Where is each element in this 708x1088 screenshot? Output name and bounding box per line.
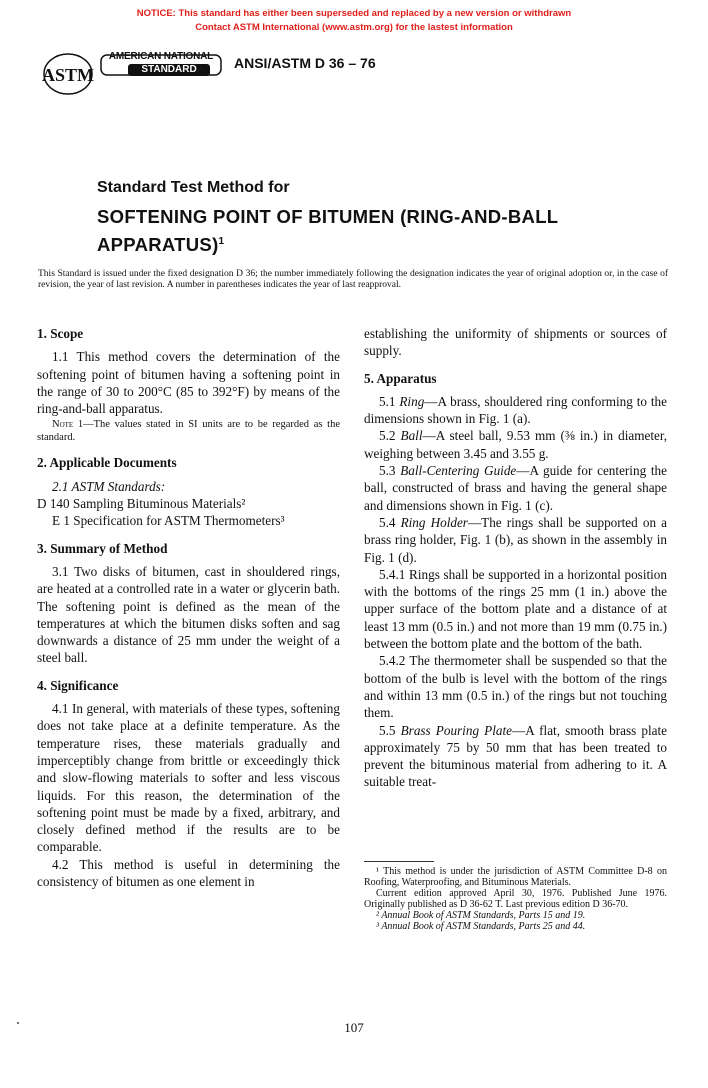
reference-d140: D 140 Sampling Bituminous Materials² [37, 496, 246, 512]
paragraph-number: 5.5 [379, 722, 396, 738]
reference-e1: E 1 Specification for ASTM Thermometers³ [52, 513, 285, 529]
note-text: —The values stated in SI units are to be regarded as the standard. [37, 419, 340, 443]
paragraph-5-2 [364, 427, 667, 462]
term-ring: Ring [399, 393, 425, 409]
title-footnote-mark: 1 [218, 236, 225, 247]
paragraph-number: 5.4 [379, 514, 396, 530]
scan-mark [17, 1022, 19, 1024]
paragraph-4-1: 4.1 In general, with materials of these types, softening does not take place at a definite temperature. As the temperature rises, these materials gradually and imperceptibly change from brittle or exceedingly thick and slow-flowing materials to softer and less viscous liquids. For this reason, the determination of the softening point must be made by a fixed, arbitrary, and closely defined method if the results are to be comparable. [37, 701, 340, 855]
page-number: 107 [344, 1020, 364, 1035]
note-label: Note 1 [52, 419, 84, 431]
paragraph-5-4-1: 5.4.1 Rings shall be supported in a horizontal position with the bottoms of the rings 25 mm (1 in.) above the upper surface of the bottom plate and a distance of at least 13 mm (0.5 in.) and not more than 19 mm (0.75 in.) between the bottom plate and the bottom of the bath. [364, 566, 667, 652]
ansi-badge-line-2: STANDARD [128, 64, 210, 76]
term-ring-holder: Ring Holder [400, 514, 468, 530]
notice-line-2: Contact ASTM International (www.astm.org) for the lastest information [195, 22, 513, 33]
paragraph-number: 5.1 [379, 393, 396, 409]
footnote-1: ¹ This method is under the jurisdiction of ASTM Committee D-8 on Roofing, Waterproofing, and Bituminous Materials. [364, 866, 667, 888]
logo-text: ASTM [42, 65, 94, 85]
document-title [97, 204, 657, 257]
footnotes [364, 866, 667, 932]
term-brass-pouring-plate: Brass Pouring Plate [400, 722, 513, 738]
section-heading-applicable-documents: 2. Applicable Documents [37, 455, 177, 471]
paragraph-3-1: 3.1 Two disks of bitumen, cast in shouldered rings, are heated at a controlled rate in a water or glycerin bath. The softening point is defined as the mean of the temperatures at which the bitumen disks soften and sag downwards a distance of 25 mm under the weight of a steel ball. [37, 563, 340, 666]
title-line-2: APPARATUS) [97, 234, 219, 256]
paragraph-text: —A flat, smooth brass plate approximately 75 by 50 mm that has been treated to prevent the bituminous material from adhering to it. A suitable treat- [364, 722, 667, 790]
paragraph-4-2: 4.2 This method is useful in determining the consistency of bitumen as one element in [37, 856, 340, 890]
notice-banner [0, 7, 708, 35]
footnote-2: ² Annual Book of ASTM Standards, Parts 15 and 19. [376, 910, 586, 921]
paragraph-text: —A brass, shouldered ring conforming to the dimensions shown in Fig. 1 (a). [364, 393, 667, 427]
term-ball-centering-guide: Ball-Centering Guide [400, 463, 517, 479]
paragraph-number: 5.3 [379, 463, 396, 479]
paragraph-5-4-2: 5.4.2 The thermometer shall be suspended so that the bottom of the bulb is level with the bottom of the rings and within 13 mm (0.5 in.) of the rings but not touching them. [364, 653, 667, 721]
paragraph-1-1: 1.1 This method covers the determination of the softening point of bitumen having a softening point in the range of 30 to 200°C (85 to 392°F) by means of the ring-and-ball apparatus. [37, 349, 340, 417]
paragraph-2-1: 2.1 ASTM Standards: [52, 478, 166, 494]
section-heading-scope: 1. Scope [37, 326, 84, 341]
paragraph-number: 5.2 [379, 428, 396, 444]
footnote-divider [364, 861, 434, 862]
right-column [364, 325, 667, 791]
standard-note: This Standard is issued under the fixed designation D 36; the number immediately following the designation indicates the year of original adoption or, in the case of revision, the year of last revision. A number in parentheses indicates the year of last reapproval. [38, 269, 668, 290]
paragraph-5-3 [364, 462, 667, 514]
section-heading-significance: 4. Significance [37, 677, 119, 693]
title-line-1: SOFTENING POINT OF BITUMEN (RING-AND-BALL [97, 206, 559, 227]
paragraph-text: —A steel ball, 9.53 mm (⅜ in.) in diameter, weighing between 3.45 and 3.55 g. [364, 428, 668, 461]
astm-logo-icon [42, 52, 94, 96]
notice-line-1: NOTICE: This standard has either been superseded and replaced by a new version or withdrawn [136, 8, 572, 19]
section-heading-summary: 3. Summary of Method [37, 540, 168, 556]
footnote-3: ³ Annual Book of ASTM Standards, Parts 25 and 44. [376, 921, 586, 932]
footnote-1-edition: Current edition approved April 30, 1976. Published June 1976. Originally published as D 36-62 T. Last previous edition D 36-70. [364, 888, 667, 910]
document-subtitle: Standard Test Method for [97, 179, 290, 196]
designation: ANSI/ASTM D 36 – 76 [234, 55, 376, 71]
paragraph-5-1 [364, 393, 667, 428]
left-column [37, 325, 340, 890]
paragraph-5-5 [364, 722, 667, 791]
term-ball: Ball [400, 428, 423, 444]
note-1 [37, 419, 340, 444]
ansi-badge-line-1: AMERICAN NATIONAL [108, 51, 214, 62]
paragraph-text: —A guide for centering the ball, constructed of brass and having the general shape and dimensions shown in Fig. 1 (c). [364, 463, 667, 513]
paragraph-text: —The rings shall be supported on a brass ring holder, Fig. 1 (b), as shown in the assembly in Fig. 1 (d). [364, 514, 667, 565]
paragraph-4-2-continued: establishing the uniformity of shipments or sources of supply. [364, 326, 667, 359]
section-heading-apparatus: 5. Apparatus [364, 370, 437, 386]
paragraph-5-4 [364, 514, 667, 566]
